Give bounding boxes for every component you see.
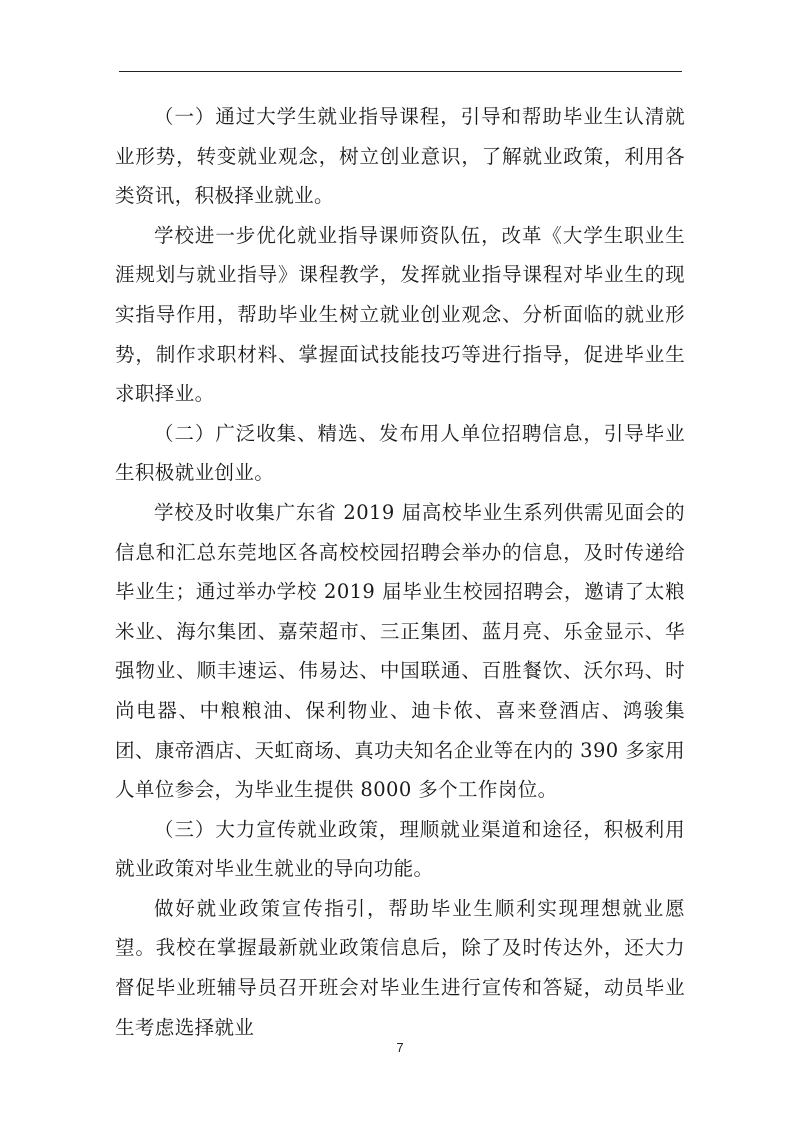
document-body <box>115 97 685 1047</box>
section-heading-2: （二）广泛收集、精选、发布用人单位招聘信息，引导毕业生积极就业创业。 <box>115 421 685 485</box>
section-heading-3: （三）大力宣传就业政策，理顺就业渠道和途径，积极利用就业政策对毕业生就业的导向功能。 <box>115 817 685 881</box>
header-rule <box>119 71 682 72</box>
body-paragraph-1: 学校进一步优化就业指导课师资队伍，改革《大学生职业生涯规划与就业指导》课程教学，发挥就业指导课程对毕业生的现实指导作用，帮助毕业生树立就业创业观念、分析面临的就业形势，制作求职材料、掌握面试技能技巧等进行指导，促进毕业生求职择业。 <box>115 223 685 406</box>
body-paragraph-2: 学校及时收集广东省 2019 届高校毕业生系列供需见面会的信息和汇总东莞地区各高校校园招聘会举办的信息，及时传递给毕业生；通过举办学校 2019 届毕业生校园招聘会，邀请了太粮米业、海尔集团、嘉荣超市、三正集团、蓝月亮、乐金显示、华强物业、顺丰速运、伟易达、中国联通、百胜餐饮、沃尔玛、时尚电器、中粮粮油、保利物业、迪卡侬、喜来登酒店、鸿骏集团、康帝酒店、天虹商场、真功夫知名企业等在内的 390 多家用人单位参会，为毕业生提供 8000 多个工作岗位。 <box>115 500 685 802</box>
body-paragraph-3: 做好就业政策宣传指引，帮助毕业生顺利实现理想就业愿望。我校在掌握最新就业政策信息后，除了及时传达外，还大力督促毕业班辅导员召开班会对毕业生进行宣传和答疑，动员毕业生考虑选择就业 <box>115 896 685 1039</box>
section-heading-1: （一）通过大学生就业指导课程，引导和帮助毕业生认清就业形势，转变就业观念，树立创业意识，了解就业政策，利用各类资讯，积极择业就业。 <box>115 105 685 208</box>
page-number: 7 <box>396 1040 404 1055</box>
